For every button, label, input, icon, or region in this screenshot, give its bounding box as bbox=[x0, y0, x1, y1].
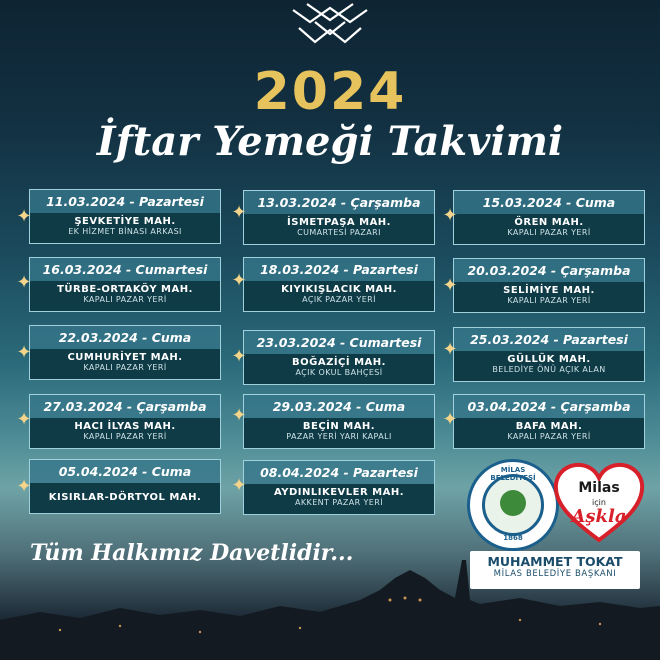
event-date: 23.03.2024 - Cumartesi bbox=[244, 331, 434, 354]
event-card bbox=[453, 258, 645, 313]
star-icon: ✦ bbox=[231, 270, 247, 291]
event-date: 18.03.2024 - Pazartesi bbox=[244, 258, 434, 281]
event-date: 22.03.2024 - Cuma bbox=[30, 326, 220, 349]
event-location: KAPALI PAZAR YERİ bbox=[507, 296, 591, 305]
event-location: KAPALI PAZAR YERİ bbox=[507, 228, 591, 237]
event-location: CUMARTESİ PAZARI bbox=[297, 228, 381, 237]
star-icon: ✦ bbox=[16, 272, 32, 293]
event-name: İSMETPAŞA MAH. bbox=[287, 217, 391, 228]
star-icon: ✦ bbox=[231, 202, 247, 223]
event-location: KAPALI PAZAR YERİ bbox=[83, 363, 167, 372]
event-card bbox=[453, 327, 645, 382]
star-icon: ✦ bbox=[231, 475, 247, 496]
event-card bbox=[243, 460, 435, 515]
event-location: AÇIK OKUL BAHÇESİ bbox=[295, 368, 383, 377]
invitation-text: Tüm Halkımız Davetlidir... bbox=[30, 540, 354, 566]
year-heading: 2024 bbox=[253, 62, 407, 122]
event-card bbox=[243, 190, 435, 245]
event-location: BELEDİYE ÖNÜ AÇIK ALAN bbox=[492, 365, 606, 374]
star-icon: ✦ bbox=[16, 476, 32, 497]
event-name: GÜLLÜK MAH. bbox=[507, 354, 591, 365]
event-card bbox=[243, 257, 435, 312]
event-name: SELİMİYE MAH. bbox=[503, 285, 595, 296]
event-card bbox=[453, 190, 645, 245]
event-date: 27.03.2024 - Çarşamba bbox=[30, 395, 220, 418]
page-title: İftar Yemeği Takvimi bbox=[96, 118, 564, 165]
event-date: 25.03.2024 - Pazartesi bbox=[454, 328, 644, 351]
event-name: BEÇİN MAH. bbox=[302, 421, 376, 432]
event-location: AKKENT PAZAR YERİ bbox=[295, 498, 383, 507]
star-icon: ✦ bbox=[16, 206, 32, 227]
slogan-heart-logo: Milas için Aşkla bbox=[552, 460, 646, 544]
event-card bbox=[453, 394, 645, 449]
mayor-name: MUHAMMET TOKAT bbox=[487, 554, 623, 569]
event-location: KAPALI PAZAR YERİ bbox=[83, 432, 167, 441]
event-name: CUMHURİYET MAH. bbox=[67, 352, 183, 363]
tree-icon bbox=[500, 490, 526, 516]
event-card bbox=[243, 330, 435, 385]
event-date: 03.04.2024 - Çarşamba bbox=[454, 395, 644, 418]
event-date: 05.04.2024 - Cuma bbox=[30, 460, 220, 483]
star-icon: ✦ bbox=[442, 205, 458, 226]
event-name: ÖREN MAH. bbox=[514, 217, 584, 228]
event-date: 13.03.2024 - Çarşamba bbox=[244, 191, 434, 214]
star-icon: ✦ bbox=[442, 339, 458, 360]
event-date: 20.03.2024 - Çarşamba bbox=[454, 259, 644, 282]
event-name: ŞEVKETİYE MAH. bbox=[74, 216, 176, 227]
event-location: KAPALI PAZAR YERİ bbox=[83, 295, 167, 304]
event-name: BAFA MAH. bbox=[515, 421, 583, 432]
star-icon: ✦ bbox=[442, 409, 458, 430]
star-icon: ✦ bbox=[231, 405, 247, 426]
event-name: KIYIKIŞLACIK MAH. bbox=[281, 284, 397, 295]
event-date: 16.03.2024 - Cumartesi bbox=[30, 258, 220, 281]
mayor-role: MİLAS BELEDİYE BAŞKANI bbox=[493, 569, 617, 579]
event-card bbox=[29, 189, 221, 244]
event-card bbox=[243, 394, 435, 449]
milas-municipality-logo: MİLAS BELEDİYESİ 1868 bbox=[467, 459, 559, 551]
star-icon: ✦ bbox=[442, 275, 458, 296]
event-date: 15.03.2024 - Cuma bbox=[454, 191, 644, 214]
event-name: HACI İLYAS MAH. bbox=[74, 421, 176, 432]
event-card bbox=[29, 257, 221, 312]
event-name: KISIRLAR-DÖRTYOL MAH. bbox=[48, 492, 202, 503]
event-date: 11.03.2024 - Pazartesi bbox=[30, 190, 220, 213]
event-location: PAZAR YERİ YARI KAPALI bbox=[286, 432, 392, 441]
mayor-badge bbox=[470, 551, 640, 589]
event-location: EK HİZMET BİNASI ARKASI bbox=[68, 227, 182, 236]
event-location: KAPALI PAZAR YERİ bbox=[507, 432, 591, 441]
event-name: BOĞAZİÇİ MAH. bbox=[292, 357, 386, 368]
event-name: AYDINLIKEVLER MAH. bbox=[273, 487, 405, 498]
event-location: AÇIK PAZAR YERİ bbox=[302, 295, 376, 304]
star-icon: ✦ bbox=[16, 342, 32, 363]
event-card bbox=[29, 394, 221, 449]
star-icon: ✦ bbox=[16, 409, 32, 430]
event-date: 08.04.2024 - Pazartesi bbox=[244, 461, 434, 484]
event-card bbox=[29, 325, 221, 380]
event-name: TÜRBE-ORTAKÖY MAH. bbox=[57, 284, 193, 295]
star-icon: ✦ bbox=[231, 346, 247, 367]
ornament-icon bbox=[285, 0, 375, 48]
event-date: 29.03.2024 - Cuma bbox=[244, 395, 434, 418]
event-card bbox=[29, 459, 221, 514]
